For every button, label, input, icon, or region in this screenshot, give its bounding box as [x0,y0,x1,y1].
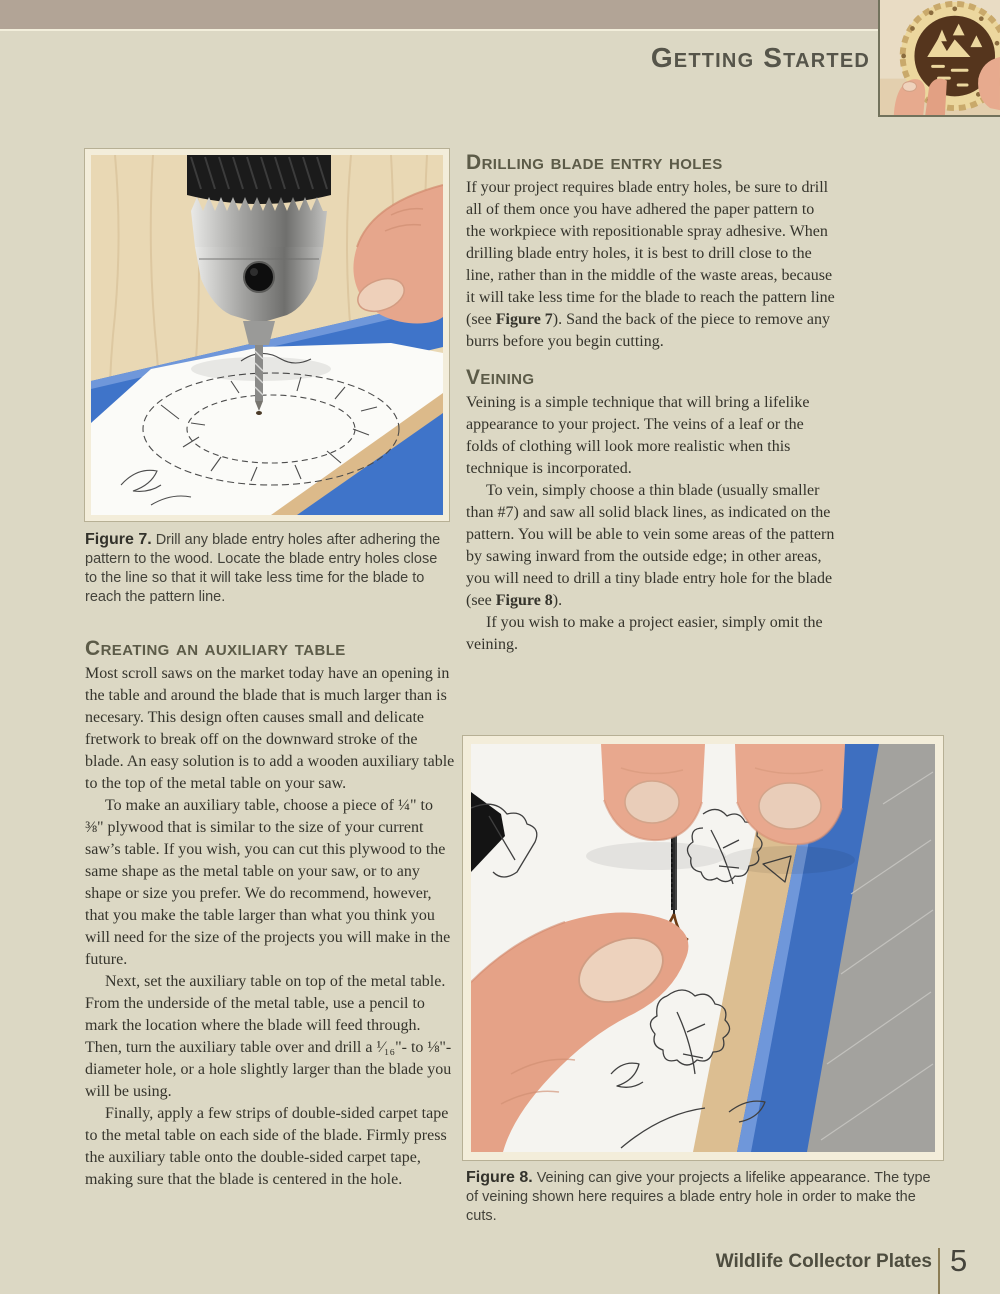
figure-8-label: Figure 8. [466,1169,533,1186]
footer-divider [938,1248,940,1294]
drill-bit [255,345,263,401]
top-bar [0,0,1000,31]
paragraph: Next, set the auxiliary table on top of the metal table. From the underside of the metal table, use a pencil to mark the location where the blade will feed through. Then, turn the auxiliary table over and drill a ¹⁄₁₆"- to ⅛"-diameter hole, or a hole slightly larger than the blade you will be using. [85,973,452,1100]
figure-8 [462,735,944,1161]
paragraph: Veining is a simple technique that will bring a lifelike appearance to your project. The veins of a leaf or the folds of clothing will look more realistic when this technique is incorporated. [466,394,810,477]
figure-7-reference: Figure 7 [495,311,553,328]
paragraph: Finally, apply a few strips of double-sided carpet tape to the metal table on each side of the blade. Firmly press the auxiliary table onto the double-sided carpet tape, making sure that the blade is centered in the hole. [85,1105,449,1188]
paragraph-text: ). Sand the back of the piece to remove any burrs before you begin cutting. [466,311,831,350]
fingernail [625,781,679,823]
right-column [466,152,836,656]
paragraph [466,480,836,612]
figure-8-caption [466,1168,940,1226]
header-photo-fretwork-plate [878,0,1000,117]
figure-8-caption-text: Veining can give your projects a lifelike appearance. The type of veining shown here requires a blade entry hole in order to make the cuts. [466,1170,931,1224]
fingernail [759,783,821,829]
paragraph-text: If your project requires blade entry holes, be sure to drill all of them once you have adhered the paper pattern to the workpiece with repositionable spray adhesive. When drilling blade entry holes, it is best to drill close to the line, rather than in the middle of the waste areas, because it will take less time for the blade to reach the pattern line (see [466,179,835,328]
paragraph-text: To vein, simply choose a thin blade (usually smaller than #7) and saw all solid black lines, as indicated on the pattern. You will be able to vein some areas of the pattern by sawing inward from the outside edge; in other areas, you will need to drill a tiny blade entry hole for the blade (see [466,482,835,609]
paragraph [466,177,836,353]
figure-8-photo-veining [471,744,935,1152]
paragraph: To make an auxiliary table, choose a piece of ¼" to ⅜" plywood that is similar to the size of your current saw’s table. If you wish, you can cut this plywood to the same shape as the metal table on your saw, or to any shape or size you prefer. We do recommend, however, that you make the table larger than what you think you will need for the size of the projects you will make in the future. [85,797,451,968]
figure-7-label: Figure 7. [85,531,152,548]
footer-book-title: Wildlife Collector Plates [715,1251,932,1272]
figure-7-caption-text: Drill any blade entry holes after adhering the pattern to the wood. Locate the blade entry holes close to the line so that it will take less time for the blade to reach the pattern line. [85,532,441,605]
paragraph: If you wish to make a project easier, simply omit the veining. [466,614,823,653]
section-heading-auxiliary-table: Creating an auxiliary table [85,637,346,660]
figure-7-photo-drill [91,155,443,515]
section-heading-drilling: Drilling blade entry holes [466,151,723,174]
figure-8-reference: Figure 8 [495,592,553,609]
section-heading-veining: Veining [466,366,535,389]
paragraph-text: ). [552,592,563,609]
footer-page-number: 5 [950,1243,968,1278]
figure-7 [84,148,450,522]
fretwork-plate-illustration [880,0,1000,115]
left-column [85,638,455,1191]
page-title: Getting Started [650,42,870,73]
figure-7-caption [85,530,451,607]
paragraph: Most scroll saws on the market today have an opening in the table and around the blade that is much larger than is necesary. This design often causes small and delicate fretwork to break off on the downward stroke of the blade. An easy solution is to add a wooden auxiliary table to the top of the metal table on your saw. [85,665,455,792]
